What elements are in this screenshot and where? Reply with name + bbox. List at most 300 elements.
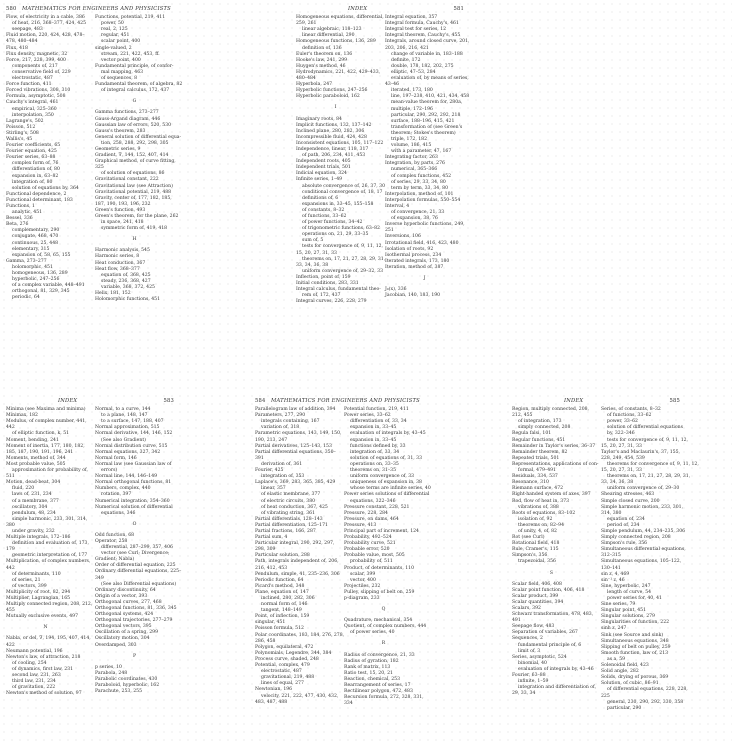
index-entry: 312–315 [601, 553, 621, 559]
index-entry: power, 50 [101, 21, 124, 27]
index-entry: Integral calculus, fundamental theo- [296, 287, 381, 293]
index-entry: Imaginary roots, 84 [296, 116, 342, 122]
index-entry: Interpolation formulas, 550–554 [385, 197, 461, 203]
index-entry: empirical, 325–360 [12, 106, 57, 112]
index-entry: p series, 10 [95, 664, 122, 670]
index-entry: Moments, method of, 344 [6, 455, 66, 461]
index-entry: differentiation of, 80 [12, 167, 60, 173]
index-entry: elliptic, 47–53, 284 [391, 69, 436, 75]
index-entry: of convergence, 21, 33 [391, 210, 445, 216]
index-entry: Hyperbola, 247 [296, 82, 333, 88]
index-entry: variation of, 318 [261, 425, 300, 431]
index-entry: solution of equations of, 31, 33 [350, 455, 423, 461]
index-entry: of sequences, 8 [101, 76, 138, 82]
index-entry: Newton's method of solution, 97 [6, 691, 82, 697]
index-entry: transformation of (see Green's [391, 124, 463, 130]
index-entry: line, 197–238, 410, 421, 434, 458 [391, 94, 470, 100]
index-entry: Series, of constants, 8–32 [601, 407, 661, 413]
index-entry: Formula, asymptotic, 508 [6, 94, 66, 100]
index-entry: Pressure, on dams, 464 [344, 516, 399, 522]
index-entry: functions defined by, 33 [350, 443, 406, 449]
index-entry: Graphical method, of curve fitting, [95, 159, 176, 165]
index-entry: Nabla, or del, ∇, 194, 195, 407, 414, [6, 636, 91, 642]
index-entry: 225 [601, 693, 610, 699]
index-entry: rotation, 397 [101, 492, 132, 498]
page-number: 581 [453, 6, 464, 12]
index-entry: of determinants, 110 [12, 571, 61, 577]
section-letter: H [132, 237, 137, 243]
index-entry: Schwarz transformation, 478, 483, [512, 612, 594, 618]
index-entry: Sequences, 2 [512, 636, 543, 642]
index-entry: Parachute, 253, 255 [95, 689, 142, 695]
index-entry: Point, of inflection, 159 [255, 614, 310, 620]
index-entry: limit of, 3 [518, 648, 541, 654]
index-entry: 187, 190, 193, 196, 232 [95, 201, 151, 207]
index-entry: Remainder in Taylor's series, 36–37 [512, 443, 596, 449]
index-entry: numerical, 365–366 [391, 167, 438, 173]
index-entry: operations on, 21, 29, 33–35 [302, 232, 369, 238]
section-letter: N [43, 625, 48, 631]
index-entry: conjugate, 468, 470 [12, 234, 59, 240]
index-entry: Simultaneous differential equations, [601, 547, 686, 553]
index-entry: with a parameter, 47, 167 [391, 149, 452, 155]
index-entry: tests for convergence of, 9, 11, 12, [302, 244, 384, 250]
index-entry: Riemann surface, 472 [512, 486, 564, 492]
index-entry: Partial sum, 4 [255, 535, 288, 541]
index-entry: Sine, hyperbolic, 247 [601, 583, 651, 589]
index-entry: Moment of inertia, 177, 180, 182, [6, 443, 85, 449]
index-entry: Normal derivative, 144, 146, 152 [95, 431, 173, 437]
index-entry: Residuals, 334, 537 [512, 474, 558, 480]
index-entry: Multiplication, of complex numbers, [6, 559, 91, 565]
page-header [6, 6, 174, 12]
index-entry: theorem; Stokes's theorem) [391, 130, 456, 136]
page-header [296, 6, 464, 12]
index-entry: uniform convergence of, 33 [350, 474, 415, 480]
index-entry: 228, 249, 454, 539 [601, 455, 645, 461]
index-entry: Solids, drying of porous, 369 [601, 675, 669, 681]
index-entry: probability of, 511 [350, 559, 393, 565]
index-entry: Orthogonal functions, 81, 336, 345 [95, 606, 177, 611]
index-entry: Oscillation of a spring, 299 [95, 630, 159, 636]
index-entry: Functions, potential, 219, 411 [95, 15, 166, 21]
index-entry: Implicit functions, 132, 137–142 [296, 122, 372, 128]
index-entry: Regular functions, 451 [512, 437, 566, 443]
index-entry: sin⁻¹ z, 46 [601, 577, 625, 583]
index-entry: Jacobian, 140, 183, 190 [385, 293, 441, 299]
index-entry: Particular integral, 290, 292, 297, [255, 541, 335, 547]
index-entry: Iteration, method of, 387 [385, 264, 444, 270]
index-entry: of trigonometric functions, 63–82 [302, 226, 380, 232]
index-entry: stream, 221, 422, 453, ff. [101, 51, 160, 57]
index-entry: Independent roots, 405 [296, 159, 351, 165]
index-entry: vector, 400 [350, 577, 376, 583]
index-entry: Force function, 411 [6, 82, 52, 88]
index-entry: Simpson's rule, 356 [601, 541, 648, 547]
index-entry: 259, 261 [296, 21, 317, 27]
index-entry: Simultaneous equations, 348 [601, 638, 669, 644]
index-entry: Interpolation, method of, 101 [385, 191, 454, 197]
page-583 [6, 398, 182, 697]
index-entry: Parameters, 277, 290 [255, 413, 306, 419]
index-entry: errors) [101, 468, 118, 474]
section-letter: O [132, 521, 137, 527]
index-entry: tests for convergence of, 9, 11, 12, [607, 437, 689, 443]
index-entry: homogeneous, 136, 289 [12, 271, 68, 277]
index-entry: Fourier coefficients, 65 [6, 143, 61, 149]
index-entry: Gamma functions, 273–277 [95, 110, 159, 116]
index-entry: Gravitational constant, 222 [95, 177, 159, 183]
index-column [296, 15, 386, 305]
index-entry: seepage, 483 [12, 27, 43, 33]
index-entry: periodic, 64 [12, 295, 40, 301]
index-entry: Minima (see Maxima and minima) [6, 407, 86, 413]
index-entry: Iterated integrals, 173, 180 [385, 258, 450, 264]
index-entry: Independence, linear, 118, 317 [296, 146, 369, 152]
index-entry: Gravitational law (see Attraction) [95, 183, 173, 189]
index-entry: Irrotational field, 416, 423, 480 [385, 240, 459, 246]
index-entry: derivation of, 361 [261, 461, 303, 467]
index-entry: Orthogonal trajectories, 277–279 [95, 618, 173, 624]
index-entry: oscillatory, 304 [12, 504, 48, 510]
index-entry: Beta, 276 [6, 222, 29, 228]
index-entry: 216, 412, 453 [255, 565, 288, 571]
index-entry: Orthogonal vectors, 395 [95, 624, 152, 630]
index-column [95, 15, 183, 303]
index-entry: vector (see Curl; Divergence; [101, 551, 170, 557]
index-entry: Rank of matrix, 113 [344, 664, 391, 670]
index-entry: definition of, 136 [302, 45, 342, 51]
index-entry: Fluid motion, 220, 424, 428, 478– [6, 33, 85, 39]
index-entry: of solution of equations, 86 [101, 171, 165, 177]
index-entry: 478, 480–484 [6, 39, 38, 45]
index-entry: Hyperbolic paraboloid, 162 [296, 94, 360, 100]
index-entry: Scalar product, 399 [512, 593, 559, 599]
index-entry: lines of equal, 277 [261, 681, 304, 687]
index-entry: infinite, 1–59 [518, 679, 549, 685]
index-entry: vector point, 400 [101, 57, 141, 63]
index-entry: Scalar quantities, 394 [512, 599, 564, 605]
index-entry: tion, 258, 288, 292, 298, 305 [101, 140, 169, 146]
index-entry: Normal orthogonal functions, 81 [95, 480, 172, 486]
index-entry: 442 [6, 565, 15, 571]
index-entry: Series, asymptotic, 524 [512, 654, 567, 660]
index-entry: Geometric series, 9 [95, 146, 141, 152]
index-entry: sin z, 4, 469 [601, 571, 630, 577]
index-entry: of power series, 40 [350, 630, 395, 636]
index-entry: Inverse hyperbolic functions, 249, [385, 222, 465, 228]
index-entry: of expansion, 38, 76 [391, 216, 438, 222]
index-entry: Stirling's, 508 [6, 130, 39, 136]
index-entry: Radius of convergence, 21, 33 [344, 652, 415, 658]
page-number: 585 [669, 398, 680, 404]
index-entry: Minimax, 182 [6, 413, 38, 419]
index-entry: of elastic membrane, 377 [261, 492, 321, 498]
index-entry: Newtonian, 196 [255, 687, 293, 693]
index-entry: gravitational, 219, 488 [261, 675, 315, 681]
index-entry: sum of, 5 [302, 238, 324, 244]
index-entry: Modulus, of complex number, 441, [6, 419, 87, 425]
index-column [512, 407, 599, 712]
running-title: INDEX [58, 398, 78, 404]
index-entry: Fundamental principle, of confor- [95, 63, 174, 69]
index-entry: regular, 451 [101, 33, 130, 39]
index-entry: 298, 309 [255, 547, 276, 553]
index-entry: Rotational field, 418 [512, 541, 560, 547]
index-column [344, 407, 431, 707]
index-entry: change of variable in, 183–188 [391, 51, 463, 57]
index-entry: 203, 206, 216, 421 [385, 45, 429, 51]
index-entry: elementary, 315 [12, 246, 50, 252]
index-entry: Principal part of increment, 124 [344, 528, 419, 534]
index-entry: of gravitation, 222 [12, 685, 56, 691]
index-entry: Simpson's, 356 [512, 553, 548, 559]
index-entry: expansion in, 33–45 [350, 425, 397, 431]
index-entry: Green's theorem, for the plane, 262 [95, 214, 179, 219]
page-584 [255, 398, 431, 707]
section-letter: R [381, 641, 386, 647]
index-entry: integration of, 33, 34 [350, 449, 400, 455]
index-column [255, 407, 345, 707]
index-entry: Product, of determinants, 110 [344, 565, 415, 571]
index-entry: Smooth function, law of, 213 [601, 650, 669, 656]
index-entry: 334 [344, 701, 353, 707]
index-column [601, 407, 699, 712]
index-entry: Origin of a vector, 393 [95, 593, 148, 599]
index-entry: of series, 21 [12, 577, 41, 583]
index-entry: Laplace's, 369, 283, 365, 385, 429 [255, 480, 336, 486]
index-entry: of series, 29, 33, 34, 80 [391, 179, 446, 185]
index-entry: Pendulum, simple, 41, 235–236, 306 [255, 571, 340, 577]
page-header [512, 398, 680, 404]
index-entry: Singular solutions, 279 [601, 614, 655, 620]
index-entry: Pulley, slipping of belt on, 259 [344, 589, 415, 595]
index-entry: equation of, 368, 425 [101, 272, 151, 278]
index-entry: Pressure constant, 228, 521 [344, 504, 410, 510]
index-column [95, 407, 182, 697]
index-entry: Remainder theorem, 82 [512, 449, 568, 455]
index-entry: integration of, 353 [261, 474, 305, 480]
index-entry: rem of, 172, 437 [302, 293, 341, 299]
index-entry: Numbers, complex, 440 [95, 486, 151, 492]
index-entry: 179 [6, 547, 15, 553]
section-letter: Q [381, 607, 386, 613]
index-entry: of heat, 216, 368–377, 424, 425 [12, 21, 87, 27]
index-entry: Gravity, center of, 177, 182, 185, [95, 195, 172, 201]
index-entry: fundamental principle of, 6 [518, 642, 582, 648]
index-entry: multiple, 172–196 [391, 106, 433, 112]
index-entry: Gradient; Nabla) [95, 557, 135, 563]
index-entry: power, 33–62 [607, 419, 638, 425]
index-entry: 15, 20, 27, 31, 33 [296, 250, 337, 256]
index-entry: analytic, 451 [12, 210, 43, 216]
page-header [255, 398, 423, 404]
index-entry: Order of differential equation, 225 [95, 563, 176, 569]
index-entry: conservative field of, 229 [12, 69, 71, 75]
index-entry: 190, 213, 247 [255, 437, 288, 443]
index-entry: isolation of, 92 [518, 516, 553, 522]
index-entry: holomorphic, 451 [12, 264, 53, 270]
index-entry: of functions, 33–62 [302, 214, 347, 219]
index-entry: Rule, Cramer's, 115 [512, 547, 559, 553]
index-entry: Cauchy's integral, 461 [6, 100, 59, 106]
index-entry: operations on, 33–35 [350, 461, 399, 467]
index-entry: of complex functions, 452 [391, 173, 452, 179]
index-entry: Gaussian law of errors, 520, 530 [95, 122, 172, 128]
index-entry: Polygon, equilateral, 472 [255, 644, 314, 650]
index-entry: whose terms are infinite series, 40 [350, 486, 431, 492]
index-entry: variable, 368, 372, 425 [101, 284, 155, 290]
index-entry: Flux, 418 [6, 45, 28, 51]
index-entry: definitions of, 6 [302, 195, 339, 201]
index-entry: complementary, 290 [12, 228, 60, 234]
index-entry: power series for, 40, 41 [607, 596, 662, 601]
index-entry: differential, 287–299, 357, 406 [101, 545, 173, 551]
index-entry: Solid angle, 282 [601, 669, 639, 675]
index-entry: (See also Gradient) [101, 437, 146, 443]
index-entry: equations, 322–346 [350, 498, 396, 504]
index-entry: theorems on, 17, 21, 27, 28, 29, 31, [302, 256, 386, 262]
index-entry: to a surface, 147, 188, 407 [101, 419, 164, 425]
index-entry: Motion, dead-beat, 304 [6, 480, 61, 486]
index-entry: of a complex variable, 448–491 [12, 283, 85, 289]
index-entry: Functions, 1 [6, 204, 35, 209]
index-entry: Normal, to a curve, 144 [95, 407, 151, 413]
index-entry: expansions in, 33–45, 155–158 [302, 201, 374, 207]
index-entry: 15, 20, 27, 31, 33 [601, 443, 642, 449]
index-entry: Gauss-Argand diagram, 446 [95, 116, 161, 122]
index-entry: Hooke's law, 241, 299 [296, 57, 348, 63]
index-entry: absolute convergence of, 26, 37, 30 [302, 183, 386, 189]
index-entry: Interval, 4 [385, 204, 410, 209]
index-entry: theorems for convergence of, 9, 11, 12, [607, 461, 699, 467]
index-entry: of cooling, 254 [12, 660, 47, 666]
index-entry: Heat flow, 368–377 [95, 266, 140, 272]
index-entry: p-diagram, 233 [344, 596, 380, 601]
index-entry: Sink (see Source and sink) [601, 632, 664, 638]
index-entry: 442 [6, 425, 15, 431]
index-entry: J₀(x), 336 [385, 287, 407, 293]
index-entry: Integral test for series, 12 [385, 27, 447, 33]
index-entry: Inversions, 106 [385, 234, 421, 240]
index-entry: Hydrodynamics, 221, 422, 429–433, [296, 69, 381, 75]
index-entry: Fourier, 425 [255, 468, 284, 474]
index-entry: expansion in, 63–82 [12, 173, 59, 179]
index-entry: integration and differentiation of, [518, 685, 597, 691]
running-title: MATHEMATICS FOR ENGINEERS AND PHYSICISTS [271, 398, 420, 404]
index-entry: Normal form, 146 [95, 455, 137, 461]
index-entry: Separation of variables, 267 [512, 630, 578, 636]
index-entry: pendulum, 48, 234 [12, 510, 56, 516]
index-entry: Helix, 181, 152 [95, 291, 131, 297]
index-entry: Parametric equations, 143, 149, 150, [255, 431, 342, 437]
index-entry: Normal line, 144, 146–149 [95, 474, 158, 480]
index-entry: expansion in, 33–45 [350, 437, 397, 443]
index-entry: Rot (see Curl) [512, 535, 545, 541]
running-title: MATHEMATICS FOR ENGINEERS AND PHYSICISTS [22, 6, 171, 12]
index-entry: complex form of, 76 [12, 161, 59, 167]
index-entry: length of curve, 54 [607, 589, 652, 595]
running-title: INDEX [564, 398, 584, 404]
index-entry: Ordinary differential equations, 225– [95, 569, 182, 575]
index-entry: Numerical integration, 354–360 [95, 498, 170, 504]
index-entry: Mutually exclusive events, 497 [6, 614, 78, 620]
index-entry: Process curve, shaded, 248 [255, 656, 319, 662]
index-entry: Functional determinant, 183 [6, 197, 73, 203]
index-entry: Simple pendulum, 44, 234–235, 306 [601, 528, 686, 534]
index-entry: electrostatic, 487 [261, 669, 302, 675]
index-entry: Scalars, 392 [512, 606, 541, 611]
index-entry: triple, 172, 182 [391, 136, 428, 142]
index-entry: theorems on, 31–35 [350, 468, 397, 474]
index-entry: equation of, 234 [607, 516, 645, 522]
index-entry: Fundamental theorem, of algebra, 82 [95, 82, 183, 88]
index-entry: of elliptic function, k, 51 [12, 431, 70, 437]
index-entry: Odd function, 68 [95, 532, 135, 538]
index-entry: 130–141 [601, 565, 621, 571]
index-entry: simple harmonic, 233, 301, 314, [12, 516, 88, 522]
index-entry: Power series, 33–62 [344, 413, 391, 419]
index-entry: evaluation of, by means of series, [391, 76, 469, 82]
index-entry: of unity, 4, of, 82 [518, 528, 557, 534]
index-entry: Paraboloid, hyperbolic, 162 [95, 683, 160, 689]
index-entry: in space, 241, 418 [101, 220, 144, 226]
index-entry: Numerical solution of differential [95, 504, 173, 510]
index-entry: 33, 34, 36, 38 [601, 480, 634, 486]
index-entry: 455 [6, 608, 15, 614]
index-entry: 480–484 [296, 76, 316, 82]
index-entry: Periodic function, 64 [255, 577, 304, 583]
index-entry: 325 [95, 165, 104, 171]
index-entry: Region, multiply connected, 208, [512, 407, 589, 413]
index-entry: scalar, 399 [350, 571, 376, 577]
index-entry: Scalar field, 406, 408 [512, 581, 562, 587]
index-entry: singular, 451 [255, 620, 286, 626]
index-entry: Partial differential equations, 350– [255, 449, 336, 455]
index-entry: Wallis's, 45 [6, 136, 33, 142]
index-entry: Parabola, 248 [95, 670, 128, 676]
index-entry: Radius of gyration, 182 [344, 658, 399, 664]
index-entry: General solution of differential equa- [95, 134, 182, 140]
index-entry: definite, 172 [391, 57, 421, 63]
index-entry: Isolation of roots, 92 [385, 246, 434, 252]
index-entry: of vibrating string, 361 [261, 510, 315, 516]
index-entry: of functions, 33–62 [607, 413, 652, 419]
index-entry: surface, 188–196, 415, 421 [391, 118, 455, 124]
index-entry: Flow, of electricity in a cable, 386 [6, 15, 85, 21]
index-entry: 391 [255, 455, 264, 461]
index-entry: Fourier, 63–88 [512, 673, 546, 679]
index-entry: sinh z, 247 [601, 626, 627, 632]
index-entry: Normal equations, 327, 342 [95, 449, 161, 455]
index-entry: period of, 234 [607, 522, 640, 528]
index-entry: single-valued, 2 [95, 45, 132, 51]
index-entry: Partial fractions, 166, 287 [255, 528, 316, 534]
index-entry: Integrals, around closed curve, 201, [385, 39, 470, 45]
index-entry: Simultaneous equations, 105–122, [601, 559, 682, 565]
index-entry: Integral theorem, Cauchy's, 455 [385, 33, 461, 39]
index-entry: 33, 34, 36, 38 [296, 262, 329, 268]
index-entry: Particular solution, 288 [255, 553, 310, 559]
index-entry: integrals containing, 167 [261, 419, 320, 425]
index-entry: Simple harmonic motion, 233, 301, [601, 504, 684, 510]
section-letter: I [334, 105, 337, 111]
index-entry: (See also Differential equations) [101, 581, 177, 587]
index-entry: of electric circuits, 380 [261, 498, 316, 504]
index-entry: second law, 231, 263 [12, 673, 61, 679]
index-entry: Poisson, 512 [6, 124, 36, 130]
index-entry: general, 230, 290, 292, 330, 358 [607, 699, 684, 705]
